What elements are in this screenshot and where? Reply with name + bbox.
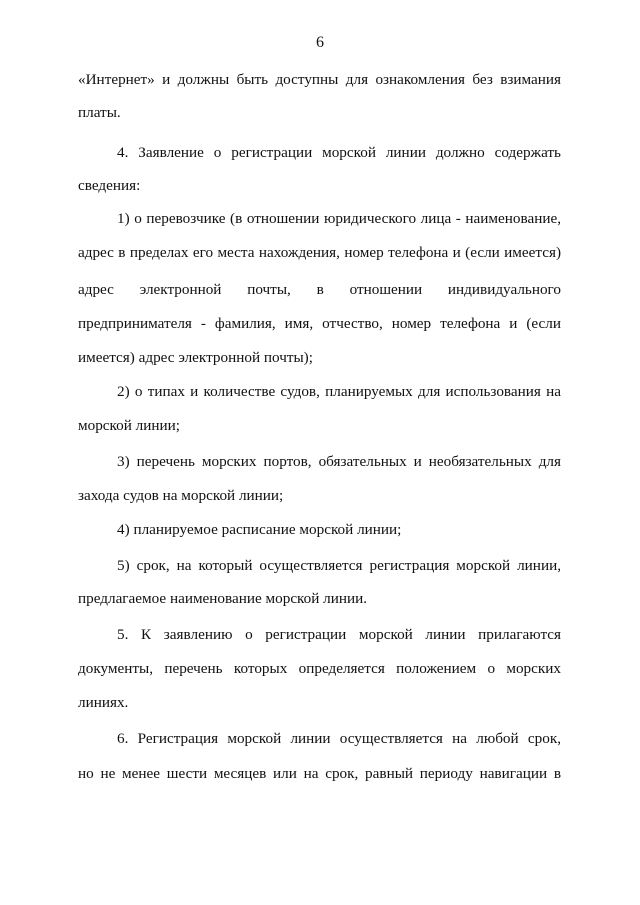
text-line: 1) о перевозчике (в отношении юридического лица - наименование, — [117, 210, 561, 227]
text-line: 6. Регистрация морской линии осуществляется на любой срок, — [117, 730, 561, 747]
text-line: захода судов на морской линии; — [78, 487, 284, 504]
text-line: 3) перечень морских портов, обязательных и необязательных для — [117, 453, 561, 470]
text-line: но не менее шести месяцев или на срок, равный периоду навигации в — [78, 765, 561, 782]
text-line: имеется) адрес электронной почты); — [78, 349, 313, 366]
text-line: 5) срок, на который осуществляется регистрация морской линии, — [117, 557, 561, 574]
text-line: предлагаемое наименование морской линии. — [78, 590, 368, 607]
text-line: 4. Заявление о регистрации морской линии должно содержать — [117, 144, 561, 161]
text-line: сведения: — [78, 177, 141, 194]
text-line: адрес электронной почты, в отношении индивидуального — [78, 281, 561, 298]
text-line: документы, перечень которых определяется положением о морских — [78, 660, 561, 677]
text-line: 5. К заявлению о регистрации морской линии прилагаются — [117, 626, 561, 643]
text-line: адрес в пределах его места нахождения, номер телефона и (если имеется) — [78, 244, 561, 261]
text-line: линиях. — [78, 694, 129, 711]
text-line: предпринимателя - фамилия, имя, отчество, номер телефона и (если — [78, 315, 561, 332]
text-line: «Интернет» и должны быть доступны для ознакомления без взимания — [78, 71, 561, 88]
text-line: морской линии; — [78, 417, 180, 434]
text-line: 2) о типах и количестве судов, планируемых для использования на — [117, 383, 561, 400]
page-number: 6 — [316, 34, 324, 51]
text-line: 4) планируемое расписание морской линии; — [117, 521, 402, 538]
text-line: платы. — [78, 104, 121, 121]
